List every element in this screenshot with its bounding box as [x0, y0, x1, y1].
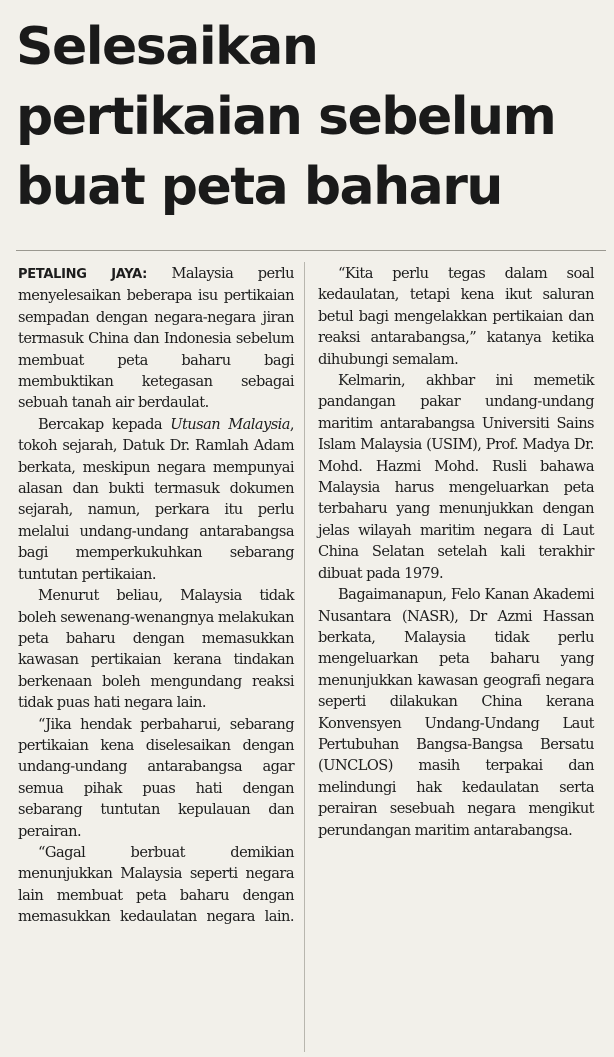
paragraph-text: , tokoh sejarah, Datuk Dr. Ramlah Adam berkata, meskipun negara mempunyai alasan dan bukti termasuk dokumen sejarah, namun, perkara itu perlu melalui undang-undang antarabangsa bagi memperkukuhkan sebarang tuntutan pertikaian.	[18, 415, 294, 583]
column-divider	[304, 262, 305, 1052]
paragraph-text: Malaysia perlu menyelesaikan beberapa isu pertikaian sempadan dengan negara-negara jiran termasuk China dan Indonesia sebelum membuat peta baharu bagi membuktikan ketegasan sebagai sebuah tanah air berdaulat.	[18, 265, 294, 412]
headline-line: Selesaikan	[16, 17, 318, 77]
dateline: PETALING JAYA:	[18, 267, 148, 282]
paragraph: Bagaimanapun, Felo Kanan Akademi Nusantara (NASR), Dr Azmi Hassan berkata, Malaysia tidak perlu mengeluarkan peta baharu yang menunjukkan kawasan geografi negara seperti dilakukan China kerana Konvensyen Undang-Undang Laut Pertubuhan Bangsa-Bangsa Bersatu (UNCLOS) masih terpakai dan melindungi hak kedaulatan serta perairan sesebuah negara mengikut perundangan maritim antarabangsa.	[318, 586, 594, 839]
paragraph	[18, 263, 294, 414]
headline-line: buat peta baharu	[16, 157, 502, 217]
headline	[16, 12, 606, 222]
article-column-right	[318, 263, 594, 841]
paragraph: “Gagal berbuat demikian menunjukkan Malaysia seperti negara lain membuat peta baharu dengan memasukkan kedaulatan negara lain.	[18, 843, 294, 926]
paragraph-text: Bercakap kepada	[38, 415, 163, 433]
article-column-left	[18, 263, 294, 928]
headline-line: pertikaian sebelum	[16, 87, 556, 147]
paragraph: “Kita perlu tegas dalam soal kedaulatan, tetapi kena ikut saluran betul bagi mengelakkan pertikaian dan reaksi antarabangsa,” katanya ketika dihubungi semalam.	[318, 265, 594, 368]
paragraph: Menurut beliau, Malaysia tidak boleh sewenang-wenangnya melakukan peta baharu dengan memasukkan kawasan pertikaian kerana tindakan berkenaan boleh mengundang reaksi tidak puas hati negara lain.	[18, 587, 294, 712]
paragraph: Kelmarin, akhbar ini memetik pandangan pakar undang-undang maritim antarabangsa Universiti Sains Islam Malaysia (USIM), Prof. Madya Dr. Mohd. Hazmi Mohd. Rusli bahawa Malaysia harus mengeluarkan peta terbaharu yang menunjukkan dengan jelas wilayah maritim negara di Laut China Selatan setelah kali terakhir dibuat pada 1979.	[318, 372, 594, 582]
publication-name: Utusan Malaysia	[170, 415, 290, 433]
headline-rule	[16, 250, 606, 251]
paragraph: “Jika hendak perbaharui, sebarang pertikaian kena diselesaikan dengan undang-undang antarabangsa agar semua pihak puas hati dengan sebarang tuntutan kepulauan dan perairan.	[18, 715, 294, 840]
paragraph	[18, 414, 294, 585]
